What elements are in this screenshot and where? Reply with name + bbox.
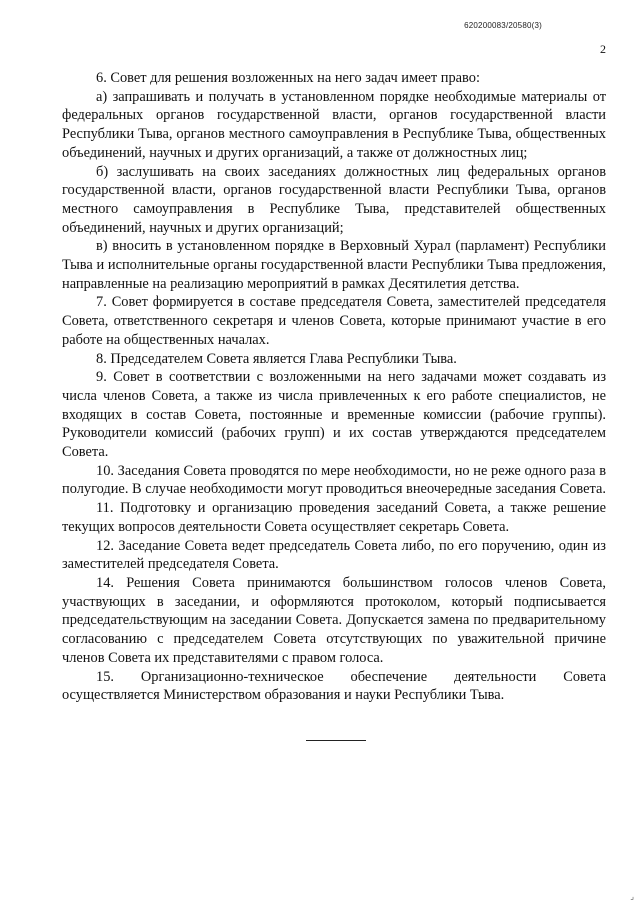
paragraph-7: 7. Совет формируется в составе председателя Совета, заместителей председателя Совета, ответственного секретаря и членов Совета, которые принимают участие в его работе на общественных началах. xyxy=(62,294,606,348)
paragraph-15: 15. Организационно-техническое обеспечение деятельности Совета осуществляется Министерством образования и науки Республики Тыва. xyxy=(62,668,606,704)
paragraph-6v: в) вносить в установленном порядке в Верховный Хурал (парламент) Республики Тыва и исполнительные органы государственной власти Республики Тыва предложения, направленные на реализацию мероприятий в рамках Десятилетия детства. xyxy=(62,238,606,292)
paragraph-11: 11. Подготовку и организацию проведения заседаний Совета, а также решение текущих вопросов деятельности Совета осуществляет секретарь Совета. xyxy=(62,500,606,535)
paragraph-8: 8. Председателем Совета является Глава Республики Тыва. xyxy=(96,350,457,367)
document-body xyxy=(62,69,606,705)
paragraph-9: 9. Совет в соответствии с возложенными на него задачами может создавать из числа членов Совета, а также из числа привлеченных к его работе специалистов, не входящих в состав Совета, постоянные и временные комиссии (рабочие группы). Руководители комиссий (рабочих групп) и их состав утверждаются председателем Совета. xyxy=(62,369,606,461)
closing-rule xyxy=(306,740,366,741)
paragraph-6: 6. Совет для решения возложенных на него задач имеет право: xyxy=(96,70,480,86)
paragraph-10: 10. Заседания Совета проводятся по мере необходимости, но не реже одного раза в полугодие. В случае необходимости могут проводиться внеочередные заседания Совета. xyxy=(62,462,606,498)
paragraph-12: 12. Заседание Совета ведет председатель Совета либо, по его поручению, один из заместителей председателя Совета. xyxy=(62,537,606,573)
paragraph-6b: б) заслушивать на своих заседаниях должностных лиц федеральных органов государственной власти, органов государственной власти Республики Тыва, органов местного самоуправления в Республике Тыва, представителей общественных объединений, научных и других организаций; xyxy=(62,163,606,236)
paragraph-14: 14. Решения Совета принимаются большинством голосов членов Совета, участвующих в заседании, и оформляются протоколом, который подписывается председательствующим на заседании Совета. Допускается замена по предварительному согласованию с председателем Совета отсутствующих по уважительной причине членов Совета их представителями с правом голоса. xyxy=(62,574,606,666)
paragraph-6a: а) запрашивать и получать в установленном порядке необходимые материалы от федеральных органов государственной власти, органов государственной власти Республики Тыва, органов местного самоуправления в Республике Тыва, общественных объединений, научных и других организаций, а также от должностных лиц; xyxy=(62,88,606,161)
page-number: 2 xyxy=(600,42,606,56)
document-code: 620200083/20580(3) xyxy=(464,21,542,30)
corner-mark-icon: ⌟ xyxy=(630,892,634,901)
